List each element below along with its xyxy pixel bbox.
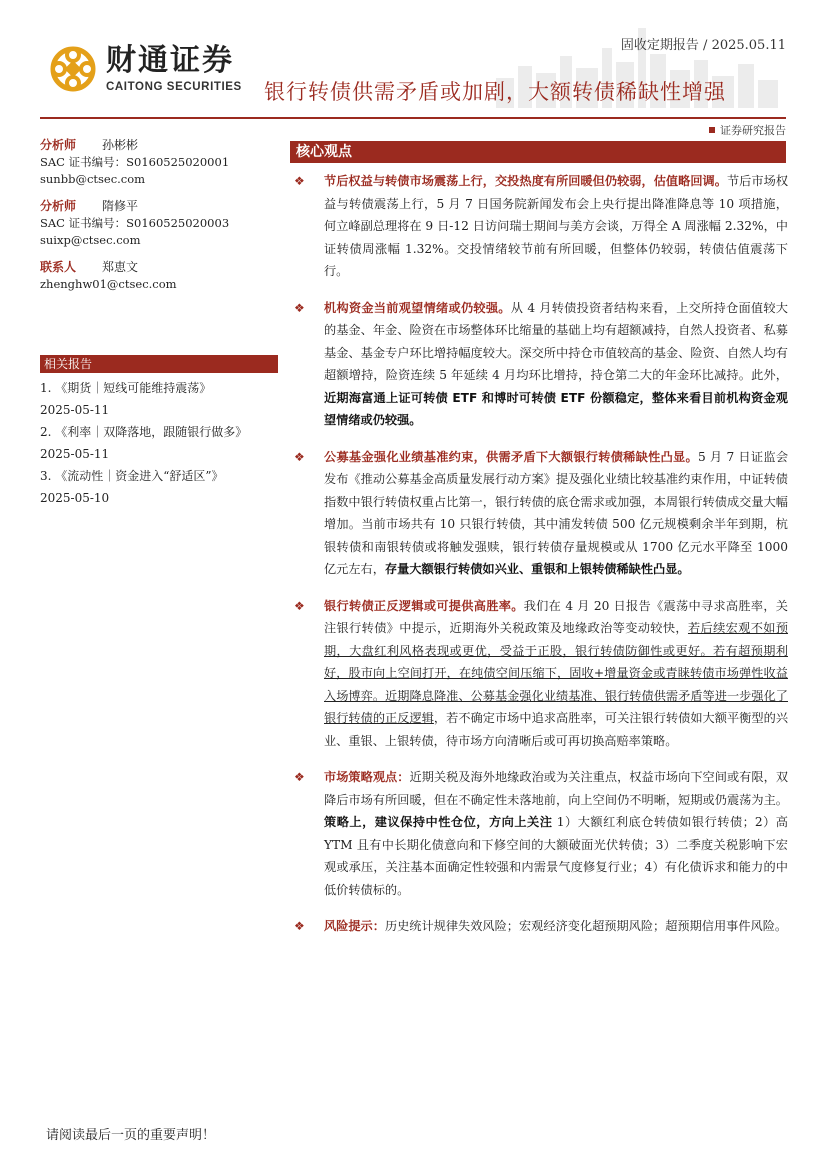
related-report-item[interactable] <box>40 465 280 509</box>
core-point <box>290 915 788 938</box>
related-report-title[interactable]: 2. 《利率｜双降落地，跟随银行做多》 <box>40 425 248 439</box>
related-report-date: 2025-05-11 <box>40 447 110 461</box>
contact-card <box>40 259 278 293</box>
analyst-name: 孙彬彬 <box>102 138 139 152</box>
contact-role: 联系人 <box>40 260 77 274</box>
square-icon <box>709 127 715 133</box>
point-text: ，若不确定市场中追求高胜率，可关注银行转债如大额平衡型的兴业、重银、上银转债，待市场方向清晰后或可再切换高赔率策略。 <box>324 711 789 748</box>
core-point <box>290 170 788 283</box>
analyst-sac: SAC 证书编号：S0160525020003 <box>40 216 230 230</box>
related-reports-header: 相关报告 <box>40 355 278 373</box>
point-text: 1）大额红利底仓转债如银行转债；2）高 YTM 且有中长期化债意向和下修空间的大额破面光伏转债；3）二季度关税影响下宏观或承压，关注基本面确定性较强和内需景气度修复行业；4）有化债诉求和能力的中低价转债标的。 <box>324 815 788 897</box>
caitong-logo-icon <box>50 46 96 92</box>
header-divider <box>40 117 786 119</box>
diamond-bullet-icon: ❖ <box>294 174 305 188</box>
point-emphasis: 近期海富通上证可转债 ETF 和博时可转债 ETF 份额稳定，整体来看目前机构资金观望情绪或仍较强。 <box>324 390 788 427</box>
footer-disclaimer: 请阅读最后一页的重要声明！ <box>46 1128 216 1143</box>
point-lead: 公募基金强化业绩基准约束，供需矛盾下大额银行转债稀缺性凸显。 <box>324 449 698 464</box>
diamond-bullet-icon: ❖ <box>294 770 305 784</box>
point-emphasis: 存量大额银行转债如兴业、重银和上银转债稀缺性凸显。 <box>384 562 690 576</box>
analyst-email: sunbb@ctsec.com <box>40 172 146 186</box>
diamond-bullet-icon: ❖ <box>294 919 305 933</box>
point-text: 近期关税及海外地缘政治或为关注重点，权益市场向下空间或有限，双降后市场有所回暖，但在不确定性未落地前，向上空间仍不明晰，短期或仍震荡为主。 <box>324 770 789 807</box>
core-views-list <box>290 170 788 938</box>
point-text: 5 月 7 日证监会发布《推动公募基金高质量发展行动方案》提及强化业绩比较基准约束作用，中证转债指数中银行转债权重占比第一，银行转债的底仓需求或加强，本周银行转债成交量大幅增加。当前市场共有 10 只银行转债，其中浦发转债 500 亿元规模剩余半年到期，杭银转债和南银转债或将触发强赎，银行转债存量规模或从 1700 亿元水平降至 1000 亿元左右， <box>324 449 789 576</box>
analyst-section <box>40 137 278 301</box>
point-lead: 市场策略观点： <box>324 770 410 784</box>
related-report-item[interactable] <box>40 421 280 465</box>
core-point <box>290 446 788 581</box>
point-emphasis: 策略上，建议保持中性仓位，方向上关注 <box>324 815 553 829</box>
analyst-sac: SAC 证书编号：S0160525020001 <box>40 155 230 169</box>
related-reports-list <box>40 377 280 509</box>
analyst-role: 分析师 <box>40 138 77 152</box>
point-text: 从 4 月转债投资者结构来看，上交所持仓面值较大的基金、年金、险资在市场整体环比缩量的基础上均有超额减持，自然人投资者、私募基金、基金专户环比增持幅度较大。深交所中持仓市值较高的基金、险资、自然人均有超额增持，险资连续 5 年延续 4 月均环比增持，持仓第二大的年金环比减持。此外， <box>324 300 788 382</box>
diamond-bullet-icon: ❖ <box>294 449 305 464</box>
company-logo <box>50 44 260 100</box>
point-lead: 机构资金当前观望情绪或仍较强。 <box>324 300 511 315</box>
analyst-card <box>40 198 278 249</box>
core-point <box>290 595 788 753</box>
report-meta: 固收定期报告 / 2025.05.11 <box>620 38 786 53</box>
related-report-date: 2025-05-10 <box>40 491 110 505</box>
contact-email: zhenghw01@ctsec.com <box>40 277 177 291</box>
point-lead: 风险提示： <box>324 919 385 933</box>
page-title: 银行转债供需矛盾或加剧，大额转债稀缺性增强 <box>264 80 726 104</box>
related-report-date: 2025-05-11 <box>40 403 110 417</box>
point-underlined: 若后续宏观不如预期，大盘红利风格表现或更优，受益于正股，银行转债防御性或更好。若有超预期利好，股市向上空间打开，在纯债空间压缩下，固收+增量资金或青睐转债市场弹性收益入场博弈。近期降息降准、公募基金强化业绩基准、银行转债供需矛盾等进一步强化了银行转债的正反逻辑 <box>324 621 789 725</box>
diamond-bullet-icon: ❖ <box>294 598 305 613</box>
report-type-text: 证券研究报告 <box>720 124 786 137</box>
logo-chinese-name: 财通证券 <box>106 43 234 78</box>
point-text: 节后市场权益与转债震荡上行，5 月 7 日国务院新闻发布会上央行提出降准降息等 10 项措施，何立峰副总理将在 9 日-12 日访问瑞士期间与美方会谈，万得全 A 周涨幅 2.32%，中证转债周涨幅 1.32%。交投情绪较节前有所回暖，但整体仍较弱，转债估值震荡下行。 <box>324 174 789 278</box>
logo-english-name: CAITONG SECURITIES <box>106 81 242 93</box>
analyst-name: 隋修平 <box>102 199 139 213</box>
core-point <box>290 766 788 901</box>
diamond-bullet-icon: ❖ <box>294 300 305 315</box>
related-report-title[interactable]: 3. 《流动性｜资金进入“舒适区”》 <box>40 469 224 483</box>
related-report-title[interactable]: 1. 《期货｜短线可能维持震荡》 <box>40 381 212 395</box>
core-point <box>290 297 788 432</box>
point-lead: 银行转债正反逻辑或可提供高胜率。 <box>324 598 524 613</box>
core-views-header: 核心观点 <box>290 141 786 163</box>
point-lead: 节后权益与转债市场震荡上行，交投热度有所回暖但仍较弱，估值略回调。 <box>324 174 727 188</box>
point-text: 我们在 4 月 20 日报告《震荡中寻求高胜率，关注银行转债》中提示，近期海外关税政策及地缘政治等变动较快， <box>324 598 788 635</box>
analyst-email: suixp@ctsec.com <box>40 233 141 247</box>
analyst-role: 分析师 <box>40 199 77 213</box>
point-text: 历史统计规律失效风险；宏观经济变化超预期风险；超预期信用事件风险。 <box>384 919 788 933</box>
report-type-label <box>709 122 786 138</box>
related-report-item[interactable] <box>40 377 280 421</box>
analyst-card <box>40 137 278 188</box>
contact-name: 郑恵文 <box>102 260 139 274</box>
